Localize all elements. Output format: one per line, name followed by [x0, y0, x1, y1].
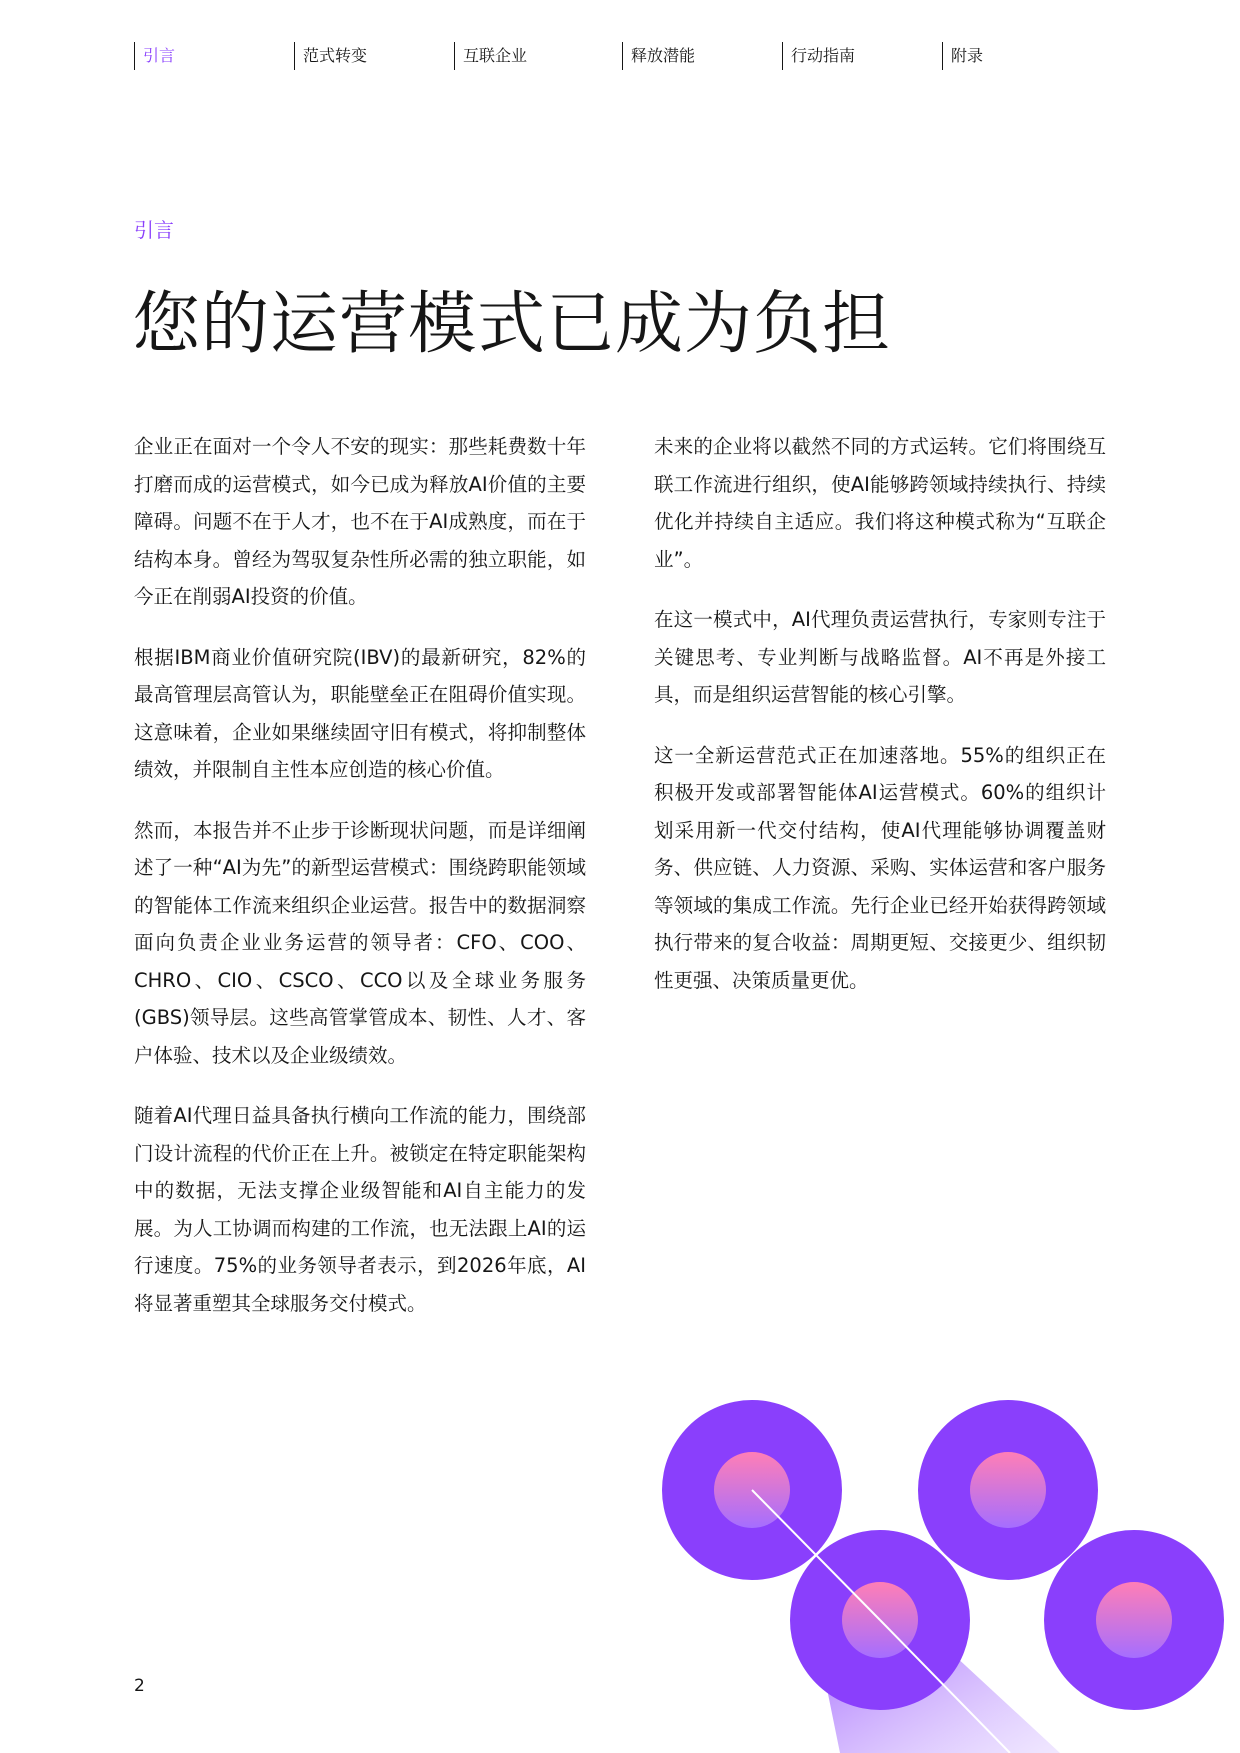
nav-tab-intro[interactable]: 引言 [134, 42, 175, 70]
body-paragraph: 这一全新运营范式正在加速落地。55%的组织正在积极开发或部署智能体AI运营模式。60%的组织计划采用新一代交付结构，使AI代理能够协调覆盖财务、供应链、人力资源、采购、实体运营和客户服务等领域的集成工作流。先行企业已经开始获得跨领域执行带来的复合收益：周期更短、交接更少、组织韧性更强、决策质量更优。 [654, 743, 1106, 992]
body-paragraph: 企业正在面对一个令人不安的现实：那些耗费数十年打磨而成的运营模式，如今已成为释放AI价值的主要障碍。问题不在于人才，也不在于AI成熟度，而在于结构本身。曾经为驾驭复杂性所必需的独立职能，如今正在削弱AI投资的价值。 [134, 435, 586, 608]
body-paragraph: 随着AI代理日益具备执行横向工作流的能力，围绕部门设计流程的代价正在上升。被锁定在特定职能架构中的数据，无法支撑企业级智能和AI自主能力的发展。为人工协调而构建的工作流，也无法跟上AI的运行速度。75%的业务领导者表示，到2026年底，AI将显著重塑其全球服务交付模式。 [134, 1104, 586, 1315]
body-paragraph: 然而，本报告并不止步于诊断现状问题，而是详细阐述了一种“AI为先”的新型运营模式：围绕跨职能领域的智能体工作流来组织企业运营。报告中的数据洞察面向负责企业业务运营的领导者：CFO、COO、CHRO、CIO、CSCO、CCO以及全球业务服务(GBS)领导层。这些高管掌管成本、韧性、人才、客户体验、技术以及企业级绩效。 [134, 818, 586, 1067]
body-paragraph: 在这一模式中，AI代理负责运营执行，专家则专注于关键思考、专业判断与战略监督。AI不再是外接工具，而是组织运营智能的核心引擎。 [654, 608, 1106, 706]
page-number: 2 [134, 1676, 145, 1696]
nav-tab-appendix[interactable]: 附录 [942, 42, 983, 70]
page-title: 您的运营模式已成为负担 [132, 285, 892, 364]
top-navigation [134, 42, 1134, 70]
left-column [134, 428, 586, 1345]
right-column [654, 428, 1106, 1022]
body-paragraph: 根据IBM商业价值研究院(IBV)的最新研究，82%的最高管理层高管认为，职能壁垒正在阻碍价值实现。这意味着，企业如果继续固守旧有模式，将抑制整体绩效，并限制自主性本应创造的核心价值。 [134, 645, 586, 781]
circle-inner [970, 1452, 1046, 1528]
body-paragraph: 未来的企业将以截然不同的方式运转。它们将围绕互联工作流进行组织，使AI能够跨领域持续执行、持续优化并持续自主适应。我们将这种模式称为“互联企业”。 [654, 435, 1106, 571]
connected-circles-illustration [640, 1380, 1240, 1753]
circle-inner [1096, 1582, 1172, 1658]
nav-tab-connected-enterprise[interactable]: 互联企业 [454, 42, 527, 70]
nav-tab-action-guide[interactable]: 行动指南 [782, 42, 855, 70]
section-label: 引言 [134, 218, 174, 242]
nav-tab-unlock-potential[interactable]: 释放潜能 [622, 42, 695, 70]
nav-tab-paradigm-shift[interactable]: 范式转变 [294, 42, 367, 70]
